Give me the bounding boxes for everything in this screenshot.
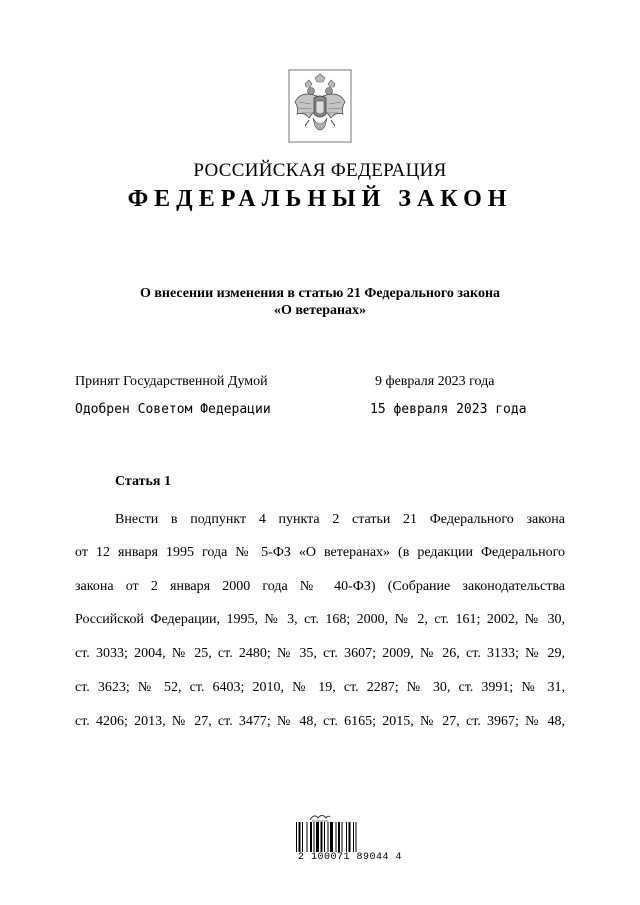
article-text-line: ст. 3623; № 52, ст. 6403; 2010, № 19, ст. 2287; № 30, ст. 3991; № 31, — [75, 680, 565, 695]
printer-logo-icon — [308, 812, 332, 822]
article-text-line: ст. 4206; 2013, № 27, ст. 3477; № 48, ст. 6165; 2015, № 27, ст. 3967; № 48, — [75, 714, 565, 729]
barcode-icon — [296, 822, 380, 852]
country-name: РОССИЙСКАЯ ФЕДЕРАЦИЯ — [193, 160, 447, 181]
article-text-line: ст. 3033; 2004, № 25, ст. 2480; № 35, ст. 3607; 2009, № 26, ст. 3133; № 29, — [75, 646, 565, 661]
adopted-by-duma-label: Принят Государственной Думой — [75, 374, 268, 389]
law-title-line-1: О внесении изменения в статью 21 Федерального закона — [139, 286, 501, 301]
adopted-by-duma-date: 9 февраля 2023 года — [375, 374, 495, 389]
approved-by-council-label: Одобрен Советом Федерации — [75, 402, 271, 417]
article-text-line: Российской Федерации, 1995, № 3, ст. 168; 2000, № 2, ст. 161; 2002, № 30, — [75, 612, 565, 627]
article-heading: Статья 1 — [115, 474, 171, 489]
article-text-line: закона от 2 января 2000 года № 40-ФЗ) (Собрание законодательства — [75, 579, 565, 594]
coat-of-arms-icon — [287, 68, 353, 144]
barcode-number: 2 100071 89044 4 — [298, 852, 403, 863]
law-title-line-2: «О ветеранах» — [273, 303, 367, 318]
document-type: ФЕДЕРАЛЬНЫЙ ЗАКОН — [127, 186, 513, 212]
approved-by-council-date: 15 февраля 2023 года — [370, 402, 527, 417]
article-text-line: Внести в подпункт 4 пункта 2 статьи 21 Федерального закона — [115, 512, 565, 527]
article-text-line: от 12 января 1995 года № 5-ФЗ «О ветеранах» (в редакции Федерального — [75, 545, 565, 560]
